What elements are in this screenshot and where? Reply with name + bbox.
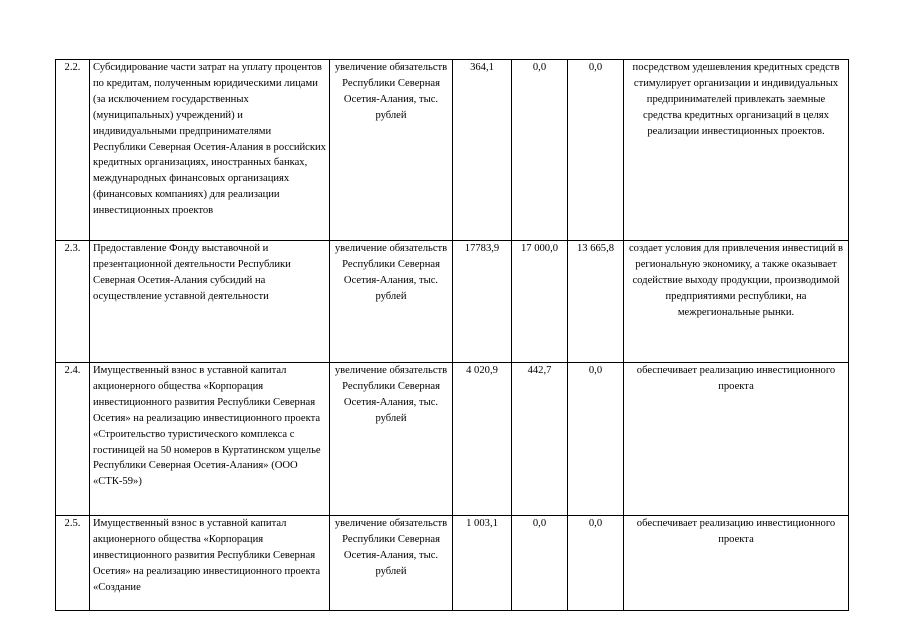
measure-description: Субсидирование части затрат на уплату процентов по кредитам, полученным юридическими лицами (за исключением государственных (муниципальных) учреждений) и индивидуальными предпринимателями Республики Северная Осетия-Алания в российских кредитных организациях, иностранных банках, международных финансовых организациях (финансовых компаниях) для реализации инвестиционных проектов [90,60,330,241]
value-year-1: 364,1 [453,60,512,241]
value-year-1: 17783,9 [453,241,512,363]
effect-description: обеспечивает реализацию инвестиционного проекта [624,516,849,611]
row-number: 2.3. [56,241,90,363]
value-year-2: 0,0 [512,60,568,241]
effect-description: посредством удешевления кредитных средств стимулирует организации и индивидуальных предпринимателей привлекать заемные средства кредитных организаций в целях реализации инвестиционных проектов. [624,60,849,241]
measure-description: Предоставление Фонду выставочной и презентационной деятельности Республики Северная Осетия-Алания субсидий на осуществление уставной деятельности [90,241,330,363]
measure-description: Имущественный взнос в уставной капитал акционерного общества «Корпорация инвестиционного развития Республики Северная Осетия» на реализацию инвестиционного проекта «Создание [90,516,330,611]
value-year-1: 4 020,9 [453,363,512,516]
indicator-cell: увеличение обязательств Республики Северная Осетия-Алания, тыс. рублей [330,60,453,241]
value-year-2: 442,7 [512,363,568,516]
budget-measures-table [55,59,849,611]
measure-description: Имущественный взнос в уставной капитал акционерного общества «Корпорация инвестиционного развития Республики Северная Осетия» на реализацию инвестиционного проекта «Строительство туристического комплекса с гостиницей на 50 номеров в Куртатинском ущелье Республики Северная Осетия-Алания» (ООО «СТК-59») [90,363,330,516]
row-number: 2.5. [56,516,90,611]
value-year-2: 17 000,0 [512,241,568,363]
effect-description: обеспечивает реализацию инвестиционного проекта [624,363,849,516]
value-year-3: 0,0 [568,363,624,516]
effect-description: создает условия для привлечения инвестиций в региональную экономику, а также оказывает содействие выходу продукции, производимой предприятиями республики, на межрегиональные рынки. [624,241,849,363]
value-year-3: 0,0 [568,516,624,611]
table-row [56,363,849,516]
row-number: 2.2. [56,60,90,241]
indicator-cell: увеличение обязательств Республики Северная Осетия-Алания, тыс. рублей [330,241,453,363]
value-year-1: 1 003,1 [453,516,512,611]
table-row [56,241,849,363]
value-year-3: 13 665,8 [568,241,624,363]
row-number: 2.4. [56,363,90,516]
table-row [56,516,849,611]
indicator-cell: увеличение обязательств Республики Северная Осетия-Алания, тыс. рублей [330,516,453,611]
value-year-3: 0,0 [568,60,624,241]
indicator-cell: увеличение обязательств Республики Северная Осетия-Алания, тыс. рублей [330,363,453,516]
table-row [56,60,849,241]
value-year-2: 0,0 [512,516,568,611]
